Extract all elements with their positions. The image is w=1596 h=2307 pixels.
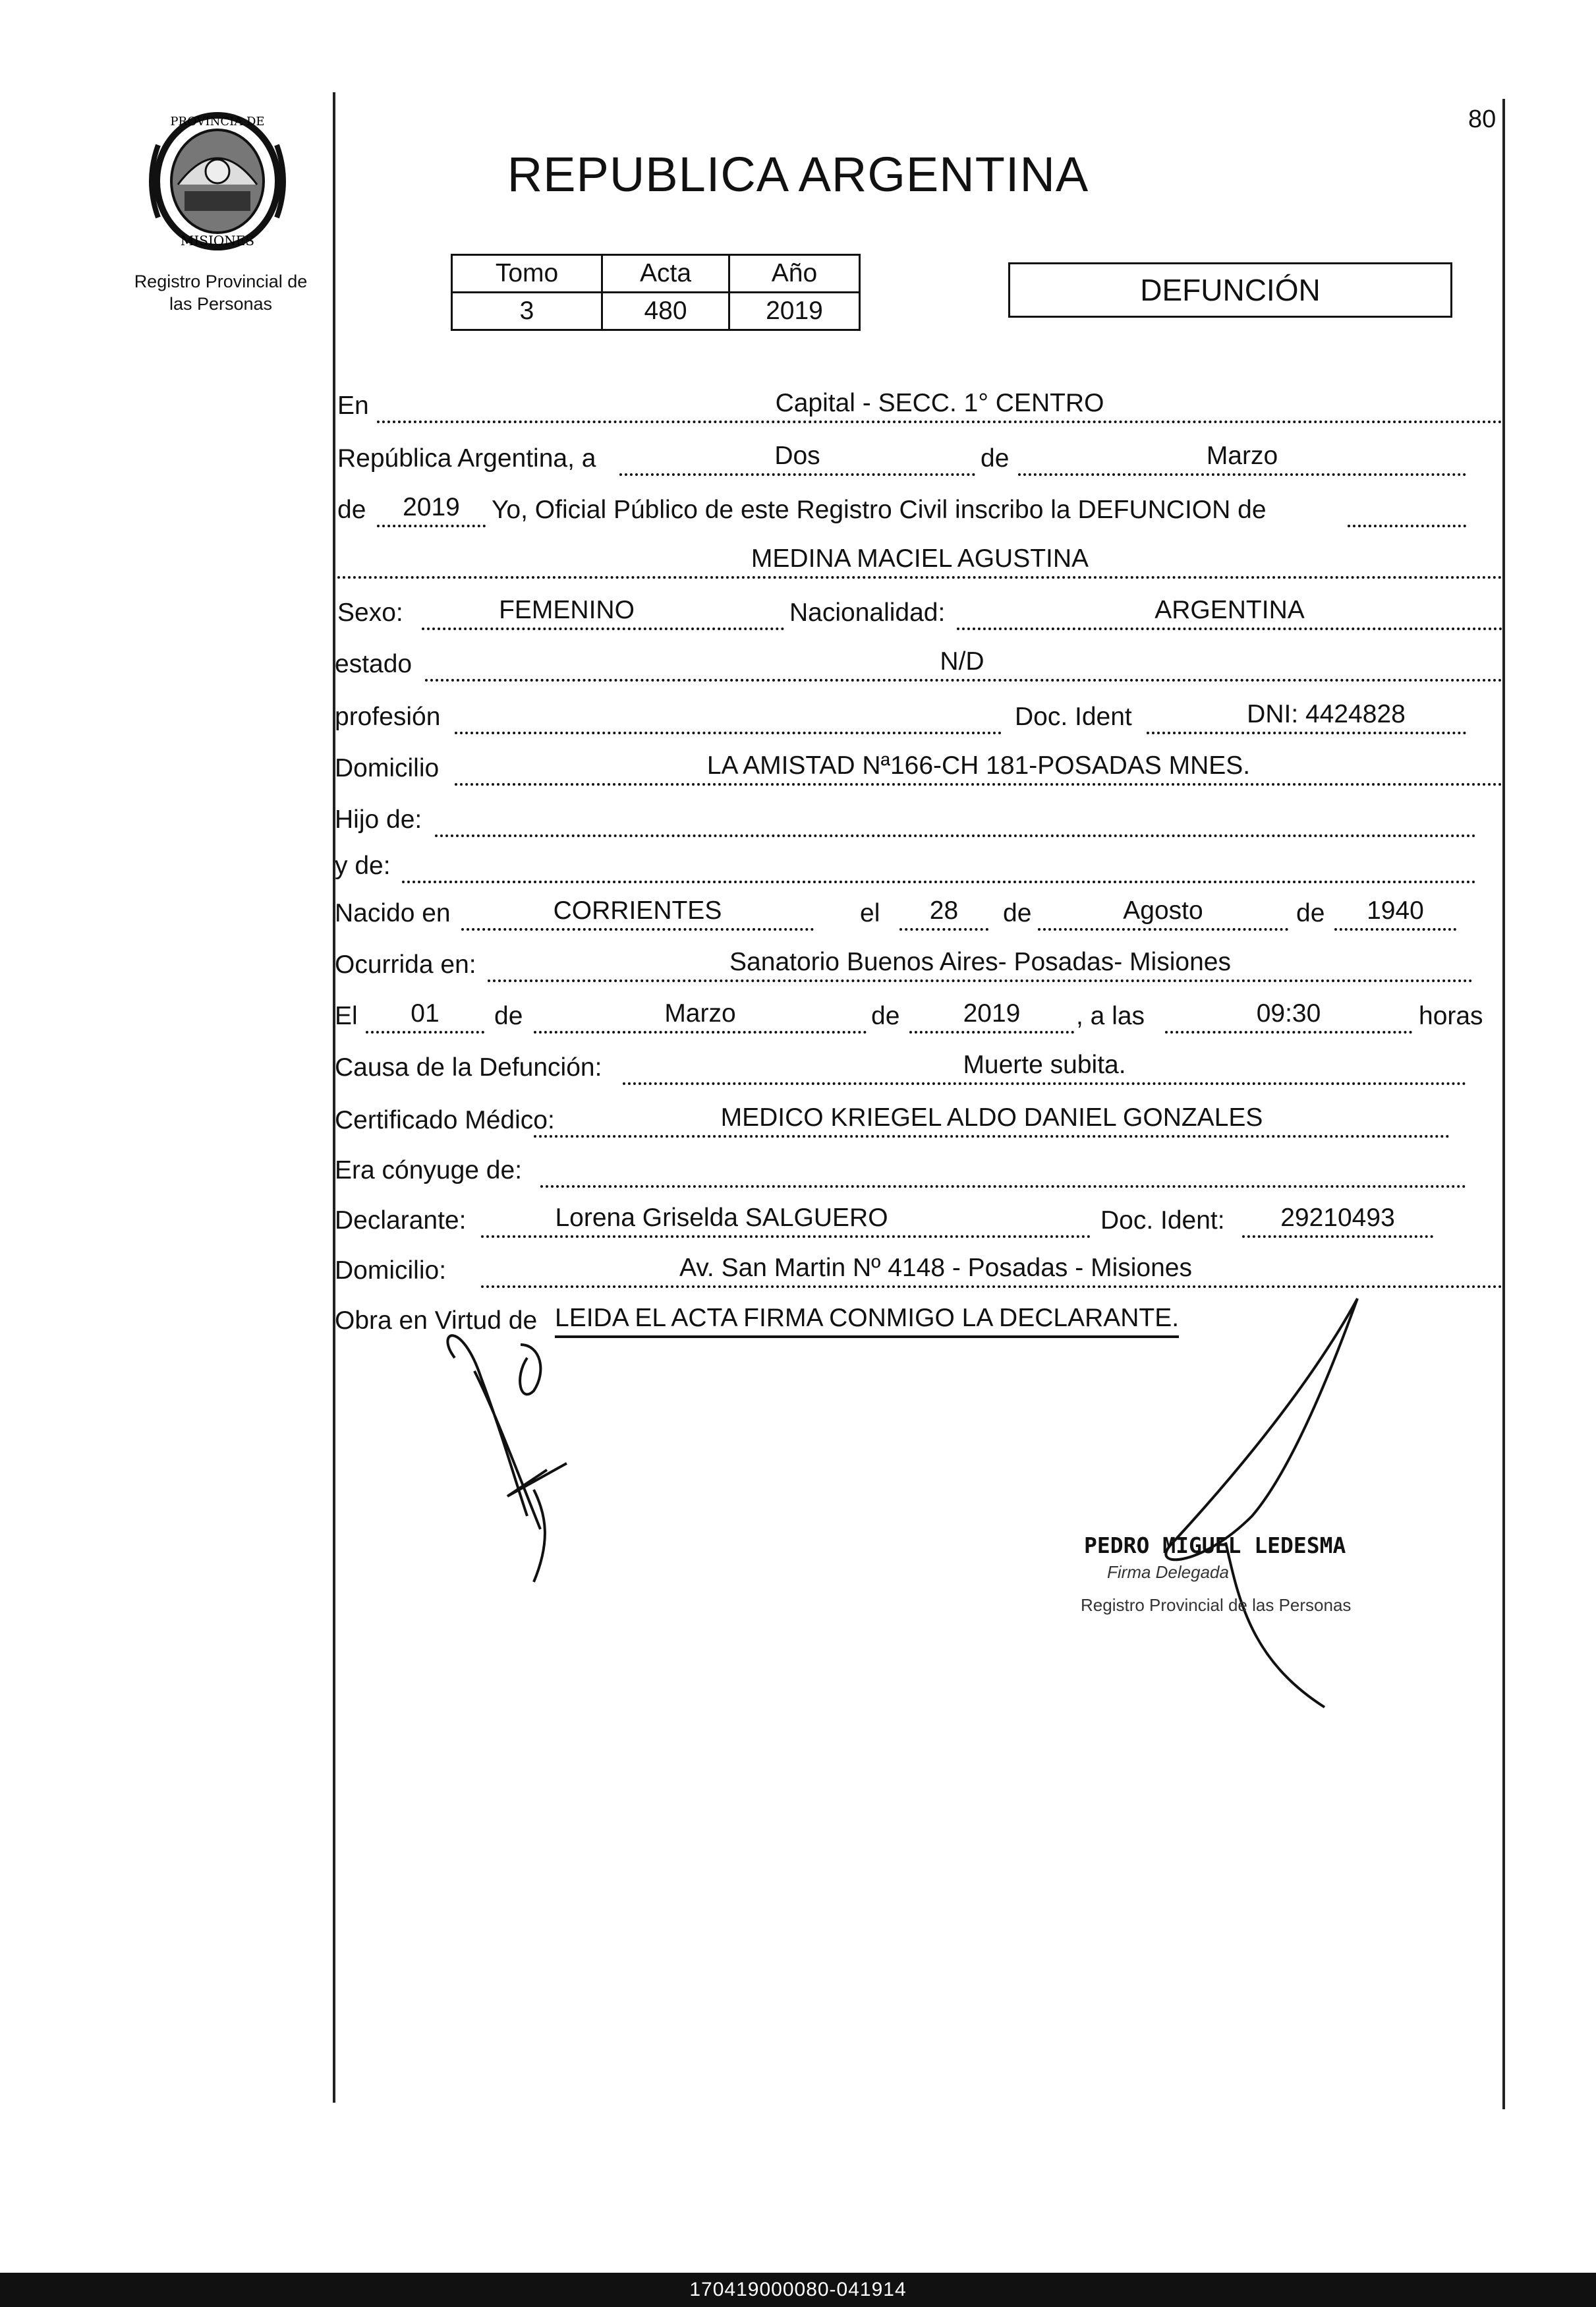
el-label: el xyxy=(860,899,880,927)
organization-name xyxy=(112,270,329,315)
row-certificado xyxy=(0,1090,1596,1142)
record-type-box: DEFUNCIÓN xyxy=(1008,262,1452,318)
doc2-value: 29210493 xyxy=(1280,1204,1395,1232)
row-domicilio xyxy=(0,738,1596,790)
de4-label: de xyxy=(494,1002,523,1030)
row-deceased-name xyxy=(0,531,1596,583)
profesion-label: profesión xyxy=(335,703,441,731)
doc2-label: Doc. Ident: xyxy=(1100,1206,1225,1235)
death-day: 01 xyxy=(411,999,440,1028)
certificado-value: MEDICO KRIEGEL ALDO DANIEL GONZALES xyxy=(720,1103,1263,1132)
official-role-stamp: Firma Delegada xyxy=(1107,1562,1229,1582)
footer-code-bar: 170419000080-041914 xyxy=(0,2273,1596,2307)
de3-label: de xyxy=(1296,899,1325,927)
registration-day: Dos xyxy=(774,442,820,470)
death-month: Marzo xyxy=(664,999,736,1028)
statement-field xyxy=(1348,485,1466,527)
declarant-signature xyxy=(435,1318,633,1595)
row-nacido xyxy=(0,883,1596,935)
estado-value: N/D xyxy=(940,647,984,676)
year-prefix-label: de xyxy=(337,496,366,524)
seal-top-text: PROVINCIA DE xyxy=(170,115,265,129)
reference-table xyxy=(451,254,861,331)
doc-ident-label: Doc. Ident xyxy=(1015,703,1132,731)
nacionalidad-value: ARGENTINA xyxy=(1154,596,1305,624)
row-conyuge xyxy=(0,1140,1596,1192)
org-line-1: Registro Provincial de xyxy=(134,272,308,291)
nacido-label: Nacido en xyxy=(335,899,451,927)
anio-header: Año xyxy=(729,255,860,293)
row-death-date xyxy=(0,986,1596,1037)
birth-month: Agosto xyxy=(1123,896,1203,925)
row-causa xyxy=(0,1037,1596,1089)
causa-value: Muerte subita. xyxy=(963,1051,1126,1079)
anio-value: 2019 xyxy=(729,293,860,330)
official-office-stamp: Registro Provincial de las Personas xyxy=(1081,1595,1352,1615)
horas-label: horas xyxy=(1419,1002,1483,1030)
en-value: Capital - SECC. 1° CENTRO xyxy=(775,389,1104,417)
nacido-value: CORRIENTES xyxy=(553,896,722,925)
death-year: 2019 xyxy=(963,999,1021,1028)
el2-label: El xyxy=(335,1002,358,1030)
ocurrida-value: Sanatorio Buenos Aires- Posadas- Misiones xyxy=(729,948,1231,976)
row-year xyxy=(0,480,1596,531)
official-name-stamp: PEDRO MIGUEL LEDESMA xyxy=(1084,1533,1346,1558)
statement-text: Yo, Oficial Público de este Registro Civil inscribo la DEFUNCION de xyxy=(492,496,1267,524)
causa-label: Causa de la Defunción: xyxy=(335,1053,602,1082)
conyuge-field xyxy=(540,1146,1466,1188)
obra-label: Obra en Virtud de xyxy=(335,1306,538,1335)
row-hijo xyxy=(0,790,1596,841)
conyuge-label: Era cónyuge de: xyxy=(335,1156,523,1184)
ocurrida-label: Ocurrida en: xyxy=(335,950,476,979)
profesion-field xyxy=(455,692,1002,734)
tomo-header: Tomo xyxy=(452,255,602,293)
row-estado xyxy=(0,634,1596,686)
de2-label: de xyxy=(1003,899,1032,927)
seal-bottom-text: MISIONES xyxy=(180,233,255,248)
alas-label: , a las xyxy=(1076,1002,1145,1030)
registration-year: 2019 xyxy=(403,493,460,521)
estado-label: estado xyxy=(335,650,413,678)
hijo-label: Hijo de: xyxy=(335,805,422,834)
sexo-label: Sexo: xyxy=(337,599,403,627)
reference-header-row xyxy=(452,255,860,293)
row-declarante xyxy=(0,1190,1596,1242)
sexo-value: FEMENINO xyxy=(499,596,635,624)
doc-ident-value: DNI: 4424828 xyxy=(1247,700,1406,728)
nacionalidad-label: Nacionalidad: xyxy=(789,599,946,627)
declarante-label: Declarante: xyxy=(335,1206,467,1235)
reference-value-row xyxy=(452,293,860,330)
deceased-name: MEDINA MACIEL AGUSTINA xyxy=(751,544,1089,573)
org-line-2: las Personas xyxy=(169,294,273,314)
certificado-label: Certificado Médico: xyxy=(335,1106,555,1134)
domicilio-label: Domicilio xyxy=(335,754,440,782)
row-sexo xyxy=(0,583,1596,634)
acta-header: Acta xyxy=(602,255,729,293)
birth-year: 1940 xyxy=(1367,896,1424,925)
republica-label: República Argentina, a xyxy=(337,444,596,473)
domicilio2-label: Domicilio: xyxy=(335,1256,447,1285)
row-en xyxy=(0,376,1596,427)
death-time: 09:30 xyxy=(1256,999,1321,1028)
row-ocurrida xyxy=(0,935,1596,986)
row-republica xyxy=(0,428,1596,480)
country-title: REPUBLICA ARGENTINA xyxy=(507,147,1089,202)
registration-month: Marzo xyxy=(1206,442,1278,470)
tomo-value: 3 xyxy=(452,293,602,330)
yde-field xyxy=(402,841,1476,883)
domicilio-value: LA AMISTAD Nª166-CH 181-POSADAS MNES. xyxy=(706,751,1251,780)
en-label: En xyxy=(337,392,369,420)
de5-label: de xyxy=(871,1002,900,1030)
page-number: 80 xyxy=(1468,105,1496,133)
de-label: de xyxy=(981,444,1010,473)
yde-label: y de: xyxy=(335,852,391,880)
birth-day: 28 xyxy=(929,896,959,925)
row-yde xyxy=(0,836,1596,887)
acta-value: 480 xyxy=(602,293,729,330)
row-domicilio2 xyxy=(0,1241,1596,1292)
domicilio2-value: Av. San Martin Nº 4148 - Posadas - Misiones xyxy=(679,1254,1192,1282)
hijo-field xyxy=(435,795,1476,837)
declarante-value: Lorena Griselda SALGUERO xyxy=(555,1204,888,1232)
row-profesion xyxy=(0,687,1596,738)
official-signature xyxy=(1120,1292,1384,1714)
obra-value: LEIDA EL ACTA FIRMA CONMIGO LA DECLARANTE. xyxy=(555,1304,1179,1338)
